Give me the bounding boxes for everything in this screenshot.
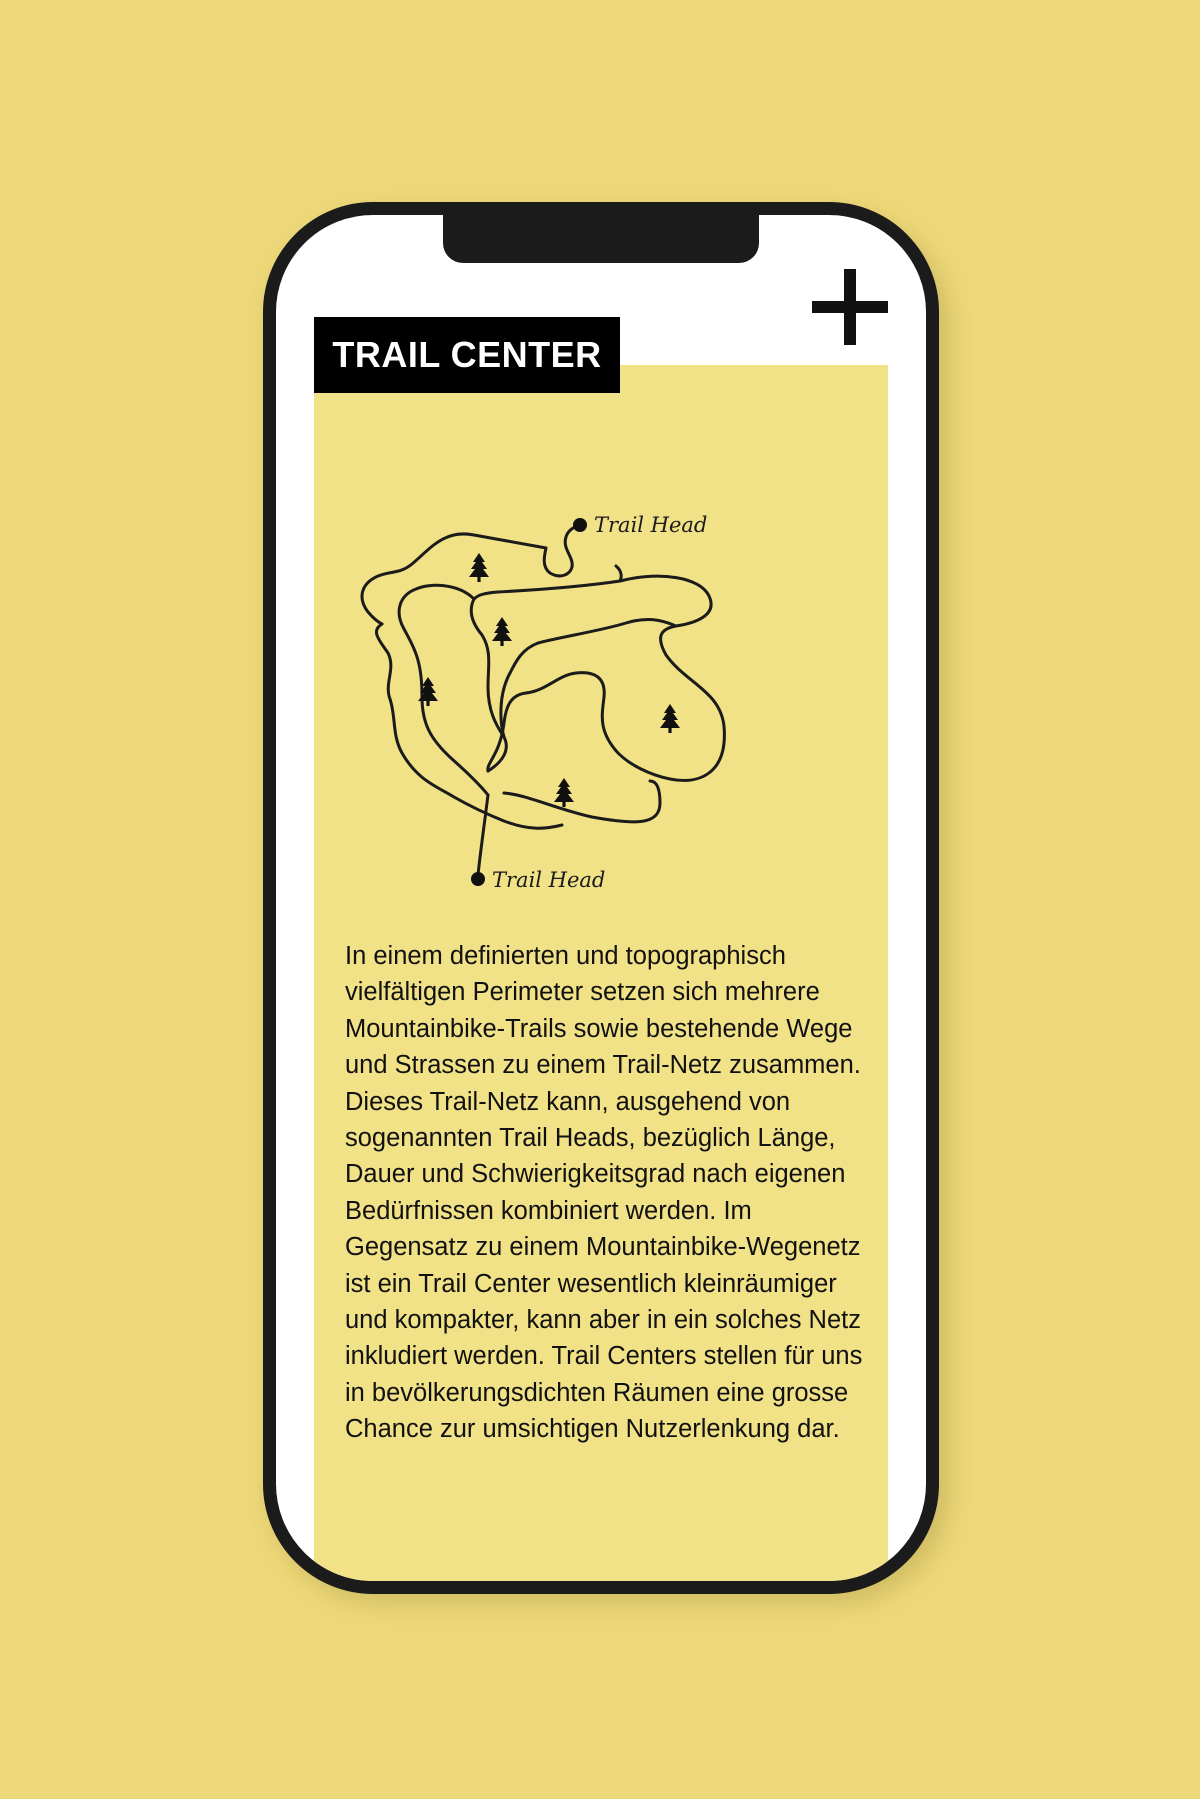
trail-head-label-bottom: Trail Head <box>492 868 606 892</box>
description-paragraph: In einem definierten und topographisch vielfältigen Perimeter setzen sich mehrere Mountainbike-Trails sowie bestehende Wege und Strassen zu einem Trail-Netz zusammen. Dieses Trail-Netz kann, ausgehend von sogenannten Trail Heads, bezüglich Länge, Dauer und Schwierigkeitsgrad nach eigenen Bedürfnissen kombiniert werden. Im Gegensatz zu einem Mountainbike-Wegenetz ist ein Trail Center wesentlich kleinräumiger und kompakter, kann aber in ein solches Netz inkludiert werden. Trail Centers stellen für uns in bevölkerungsdichten Räumen eine grosse Chance zur umsichtigen Nutzerlenkung dar. <box>345 942 863 1444</box>
tree-icon <box>492 617 512 646</box>
trail-map <box>360 491 810 941</box>
phone-frame <box>263 202 939 1594</box>
tree-icon <box>554 778 574 807</box>
section-title: TRAIL CENTER <box>314 317 620 393</box>
tree-icon <box>469 553 489 582</box>
trail-head-label-top: Trail Head <box>594 513 708 537</box>
expand-button[interactable] <box>808 265 892 349</box>
phone-notch <box>443 215 759 263</box>
plus-icon <box>808 265 892 349</box>
tree-icon <box>660 704 680 733</box>
